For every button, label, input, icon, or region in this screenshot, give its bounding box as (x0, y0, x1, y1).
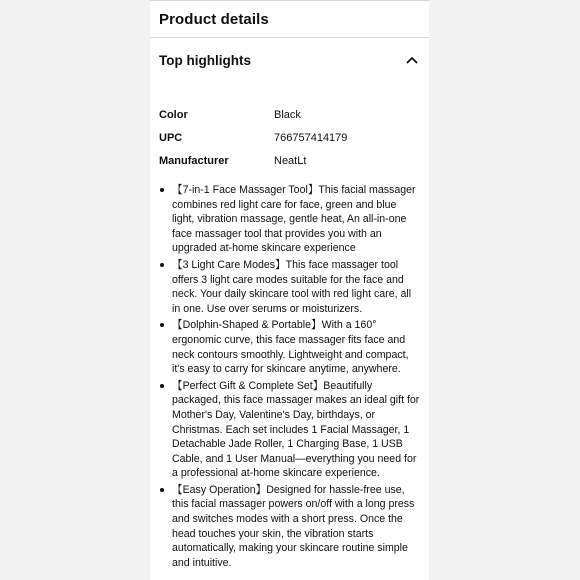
list-item (159, 483, 421, 571)
highlights-bullet-list (150, 183, 429, 570)
attribute-value: Black (274, 108, 301, 121)
bullet-text: 【Easy Operation】Designed for hassle-free use, this facial massager powers on/off with a long press and switches modes with a short press. Once the head touches your skin, the vibration starts automatically, making your skincare routine simple and intuitive. (172, 483, 415, 569)
attribute-label: Color (159, 108, 188, 121)
bullet-dot-icon (160, 384, 164, 388)
chevron-up-icon[interactable] (404, 52, 420, 68)
bullet-dot-icon (160, 323, 164, 327)
top-highlights-title: Top highlights (159, 52, 251, 68)
bullet-text: 【7-in-1 Face Massager Tool】This facial massager combines red light care for face, green and blue light, vibration massage, gentle heat, An all-in-one face massager tool that provides you with an upgraded at-home skincare experience (172, 184, 416, 255)
attribute-value: 766757414179 (274, 131, 348, 144)
bullet-text: 【Perfect Gift & Complete Set】Beautifully packaged, this face massager makes an ideal gift for Mother's Day, Valentine's Day, birthdays, or Christmas. Each set includes 1 Facial Massager, 1 Detachable Jade Roller, 1 Charging Base, 1 USB Cable, and 1 User Manual—everything you need for a professional at-home skincare experience. (172, 379, 420, 480)
list-item (159, 379, 421, 481)
attribute-row-upc (159, 126, 420, 149)
attribute-label: UPC (159, 131, 183, 144)
list-item (159, 258, 421, 316)
product-details-panel (150, 0, 429, 580)
bullet-text: 【Dolphin-Shaped & Portable】With a 160° ergonomic curve, this face massager fits face and neck contours smoothly. Lightweight and compact, it's easy to carry for skincare anytime, anywhere. (172, 319, 409, 376)
product-details-header (150, 0, 429, 38)
bullet-text: 【3 Light Care Modes】This face massager tool offers 3 light care modes suitable for the face and neck. Your daily skincare tool with red light care, all in one. Use over serums or moisturizers. (172, 258, 412, 315)
attribute-value: NeatLt (274, 154, 307, 167)
attribute-label: Manufacturer (159, 154, 229, 167)
attribute-row-color (159, 103, 420, 126)
list-item (159, 318, 421, 376)
bullet-dot-icon (160, 263, 164, 267)
bullet-dot-icon (160, 188, 164, 192)
attributes-table (150, 103, 429, 172)
top-highlights-toggle[interactable] (150, 40, 429, 80)
product-details-title: Product details (159, 10, 269, 28)
list-item (159, 183, 421, 256)
bullet-dot-icon (160, 488, 164, 492)
attribute-row-manufacturer (159, 149, 420, 172)
